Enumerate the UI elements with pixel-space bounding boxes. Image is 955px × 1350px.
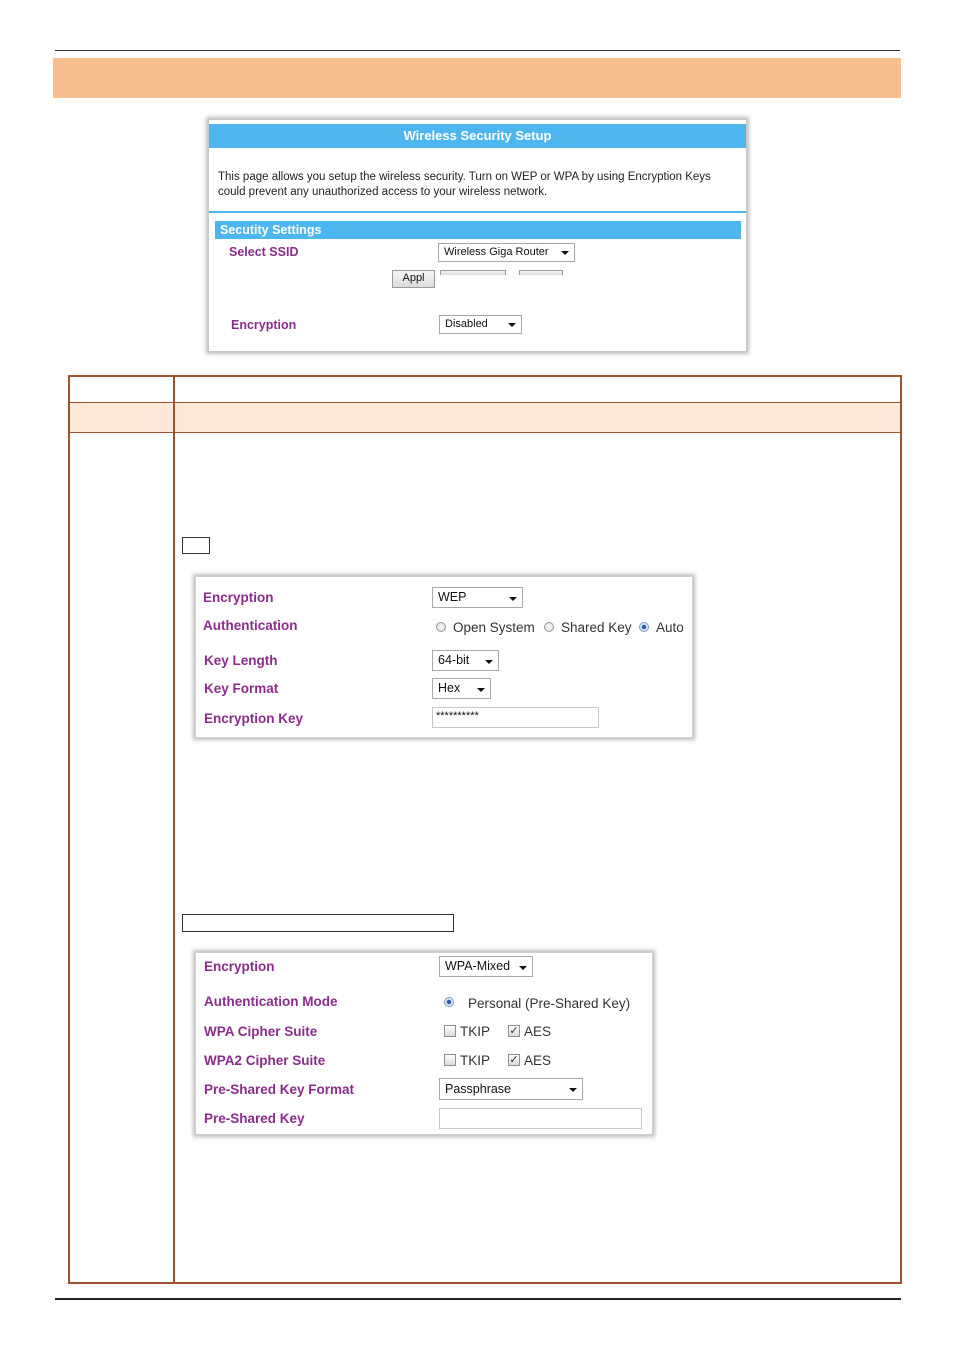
- cancel-button-clipped[interactable]: [440, 270, 506, 275]
- ssid-select-value: Wireless Giga Router: [444, 246, 549, 258]
- page-description: This page allows you setup the wireless security. Turn on WEP or WPA by using Encryption Keys could prevent any unauthorized access to your wireless network.: [218, 171, 711, 198]
- psk-format-value: Passphrase: [445, 1082, 512, 1096]
- wpa2-aes-label: AES: [524, 1053, 552, 1068]
- chevron-down-icon: [561, 251, 569, 255]
- key-format-select[interactable]: [432, 678, 491, 699]
- chevron-down-icon: [569, 1088, 577, 1092]
- wpa-cipher-suite-label: WPA Cipher Suite: [204, 1024, 318, 1039]
- encryption-select[interactable]: [432, 587, 523, 608]
- chevron-down-icon: [477, 688, 485, 692]
- encryption-select[interactable]: [439, 956, 533, 977]
- encryption-label: Encryption: [231, 318, 297, 332]
- chevron-down-icon: [508, 323, 516, 327]
- key-format-value: Hex: [438, 681, 461, 695]
- shared-key-radio[interactable]: [544, 622, 554, 632]
- psk-format-select[interactable]: [439, 1078, 583, 1100]
- page-title: Wireless Security Setup: [209, 124, 746, 148]
- wpa-caption-box: [182, 914, 454, 932]
- shared-key-label: Shared Key: [561, 620, 632, 635]
- key-length-select[interactable]: [432, 650, 499, 671]
- key-length-label: Key Length: [204, 653, 278, 668]
- encryption-select[interactable]: [439, 315, 522, 334]
- wep-settings-screenshot: [195, 576, 693, 738]
- psk-input[interactable]: [439, 1108, 642, 1129]
- open-system-label: Open System: [453, 620, 535, 635]
- select-ssid-label: Select SSID: [229, 245, 299, 259]
- encryption-label: Encryption: [204, 959, 275, 974]
- encryption-key-input[interactable]: **********: [432, 707, 599, 728]
- wpa2-cipher-suite-label: WPA2 Cipher Suite: [204, 1053, 326, 1068]
- wpa-settings-screenshot: [195, 952, 653, 1135]
- encryption-select-value: WPA-Mixed: [445, 959, 511, 973]
- wpa2-tkip-label: TKIP: [460, 1053, 491, 1068]
- wep-caption-box: [182, 537, 210, 554]
- wpa-tkip-label: TKIP: [460, 1024, 491, 1039]
- wpa-aes-checkbox[interactable]: ✓: [509, 1025, 519, 1037]
- header-rule: [55, 50, 900, 51]
- authentication-mode-label: Authentication Mode: [204, 994, 338, 1009]
- section-banner: [53, 58, 901, 98]
- personal-psk-radio[interactable]: [444, 997, 454, 1007]
- encryption-label: Encryption: [203, 590, 274, 605]
- footer-rule: [55, 1298, 901, 1300]
- auto-label: Auto: [656, 620, 684, 635]
- key-length-value: 64-bit: [438, 653, 470, 667]
- chevron-down-icon: [509, 597, 517, 601]
- encryption-select-value: WEP: [438, 590, 467, 604]
- title-divider: [209, 211, 746, 213]
- open-system-radio[interactable]: [436, 622, 446, 632]
- encryption-key-label: Encryption Key: [204, 711, 304, 726]
- psk-label: Pre-Shared Key: [204, 1111, 305, 1126]
- table-row-rule: [70, 432, 900, 433]
- table-highlight-row: [70, 403, 900, 432]
- wpa2-aes-checkbox[interactable]: ✓: [509, 1054, 519, 1066]
- key-format-label: Key Format: [204, 681, 279, 696]
- chevron-down-icon: [519, 966, 527, 970]
- wpa-tkip-checkbox[interactable]: [444, 1025, 456, 1037]
- wireless-security-setup-screenshot: [208, 119, 747, 352]
- section-title: Secutity Settings: [215, 221, 741, 239]
- apply-button[interactable]: Appl: [392, 270, 435, 288]
- reset-button-clipped[interactable]: [519, 270, 563, 275]
- chevron-down-icon: [485, 660, 493, 664]
- authentication-label: Authentication: [203, 618, 298, 633]
- wpa-aes-label: AES: [524, 1024, 552, 1039]
- personal-psk-label: Personal (Pre-Shared Key): [468, 996, 631, 1011]
- auto-radio[interactable]: [639, 622, 649, 632]
- description-table: [68, 375, 902, 1284]
- table-column-divider: [173, 377, 175, 1282]
- psk-format-label: Pre-Shared Key Format: [204, 1082, 355, 1097]
- encryption-select-value: Disabled: [445, 318, 488, 330]
- ssid-select[interactable]: [438, 243, 575, 262]
- wpa2-tkip-checkbox[interactable]: [444, 1054, 456, 1066]
